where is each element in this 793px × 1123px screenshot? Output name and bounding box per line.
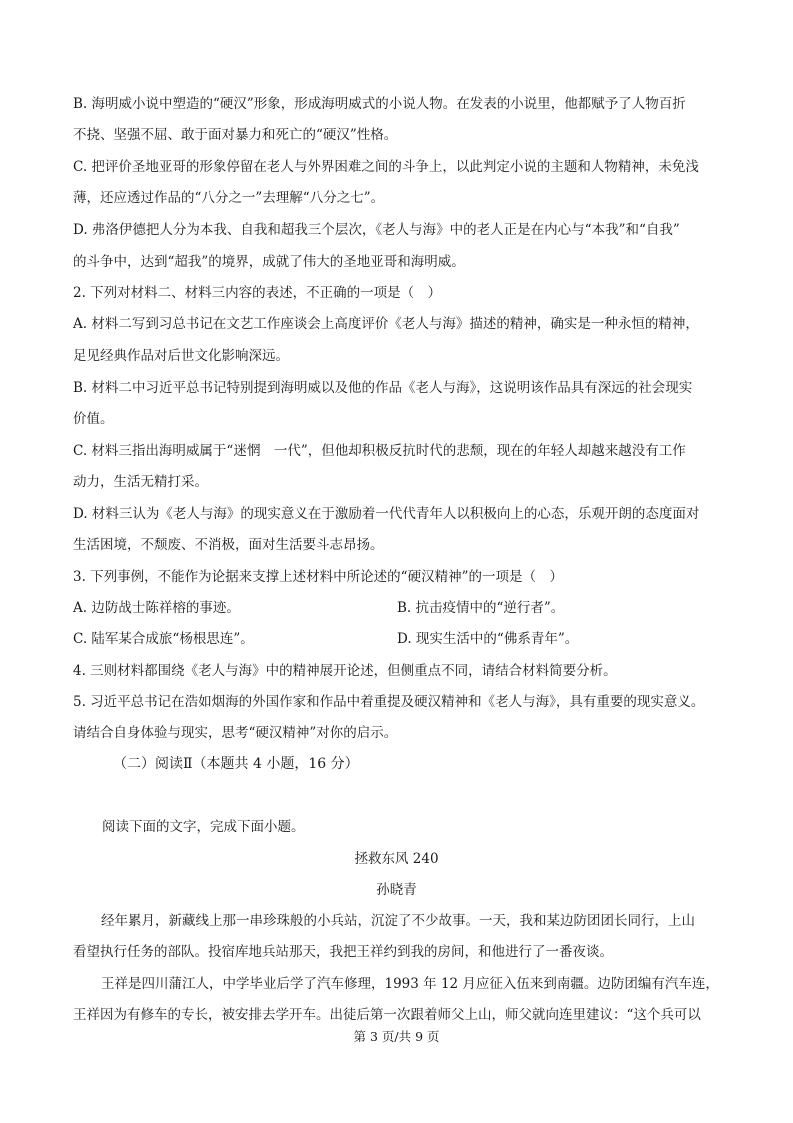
q3-option-a: A. 边防战士陈祥榕的事迹。	[73, 600, 240, 616]
q2-option-c-line-2: 动力，生活无精打采。	[73, 474, 208, 490]
paragraph-1-line-2: 看望执行任务的部队。投宿库地兵站那天，我把王祥约到我的房间，和他进行了一番夜谈。	[73, 944, 613, 960]
question-5-line-1: 5. 习近平总书记在浩如烟海的外国作家和作品中着重提及硬汉精神和《老人与海》，具有重要的现实意义。	[73, 694, 705, 710]
option-d-line-1: D. 弗洛伊德把人分为本我、自我和超我三个层次，《老人与海》中的老人正是在内心与“本我”和“自我”	[73, 222, 680, 238]
paragraph-2-line-2: 王祥因为有修车的专长，被安排去学开车。出徒后第一次跟着师父上山，师父就向连里建议：“这个兵可以	[73, 1007, 701, 1023]
section-heading: （二）阅读Ⅱ（本题共 4 小题，16 分）	[113, 756, 359, 772]
question-4: 4. 三则材料都围绕《老人与海》中的精神展开论述，但侧重点不同，请结合材料简要分析。	[73, 663, 617, 679]
option-d-line-2: 的斗争中，达到“超我”的境界，成就了伟大的圣地亚哥和海明威。	[73, 254, 465, 270]
q3-option-c: C. 陆军某合成旅“杨根思连”。	[73, 631, 254, 647]
q2-option-a-line-1: A. 材料二写到习总书记在文艺工作座谈会上高度评价《老人与海》描述的精神，确实是一种永恒的精神，	[73, 316, 699, 332]
reading-instruction: 阅读下面的文字，完成下面小题。	[102, 819, 305, 835]
question-2: 2. 下列对材料二、材料三内容的表述，不正确的一项是（ ）	[73, 285, 442, 301]
q2-option-d-line-1: D. 材料三认为《老人与海》的现实意义在于激励着一代代青年人以积极向上的心态，乐观开朗的态度面对	[73, 506, 700, 522]
question-3: 3. 下列事例，不能作为论据来支撑上述材料中所论述的“硬汉精神”的一项是（ ）	[73, 569, 563, 585]
option-c-line-1: C. 把评价圣地亚哥的形象停留在老人与外界困难之间的斗争上，以此判定小说的主题和人物精神，未免浅	[73, 159, 699, 175]
article-author: 孙晓青	[376, 882, 417, 898]
option-b-line-2: 不挠、坚强不屈、敢于面对暴力和死亡的“硬汉”性格。	[73, 127, 398, 143]
page-footer: 第 3 页/共 9 页	[353, 1029, 440, 1044]
q3-option-b: B. 抗击疫情中的“逆行者”。	[397, 600, 565, 616]
q2-option-b-line-2: 价值。	[73, 411, 114, 427]
paragraph-1-line-1: 经年累月，新藏线上那一串珍珠般的小兵站，沉淀了不少故事。一天，我和某边防团团长同行，上山	[101, 913, 695, 929]
q3-option-d: D. 现实生活中的“佛系青年”。	[397, 631, 579, 647]
article-title: 拯救东风 240	[354, 851, 439, 867]
option-c-line-2: 薄，还应透过作品的“八分之一”去理解“八分之七”。	[73, 190, 385, 206]
q2-option-c-line-1: C. 材料三指出海明威属于“迷惘 一代”，但他却积极反抗时代的悲颓，现在的年轻人却越来越没有工作	[73, 443, 686, 459]
q2-option-d-line-2: 生活困境，不颓废、不消极，面对生活要斗志昂扬。	[73, 537, 384, 553]
q2-option-b-line-1: B. 材料二中习近平总书记特别提到海明威以及他的作品《老人与海》，这说明该作品具有深远的社会现实	[73, 380, 693, 396]
q2-option-a-line-2: 足见经典作品对后世文化影响深远。	[73, 348, 289, 364]
question-5-line-2: 请结合自身体验与现实，思考“硬汉精神”对你的启示。	[73, 725, 398, 741]
option-b-line-1: B. 海明威小说中塑造的“硬汉”形象，形成海明威式的小说人物。在发表的小说里，他都赋予了人物百折	[73, 96, 686, 112]
paragraph-2-line-1: 王祥是四川蒲江人，中学毕业后学了汽车修理，1993 年 12 月应征入伍来到南疆。边防团编有汽车连，	[101, 976, 719, 992]
